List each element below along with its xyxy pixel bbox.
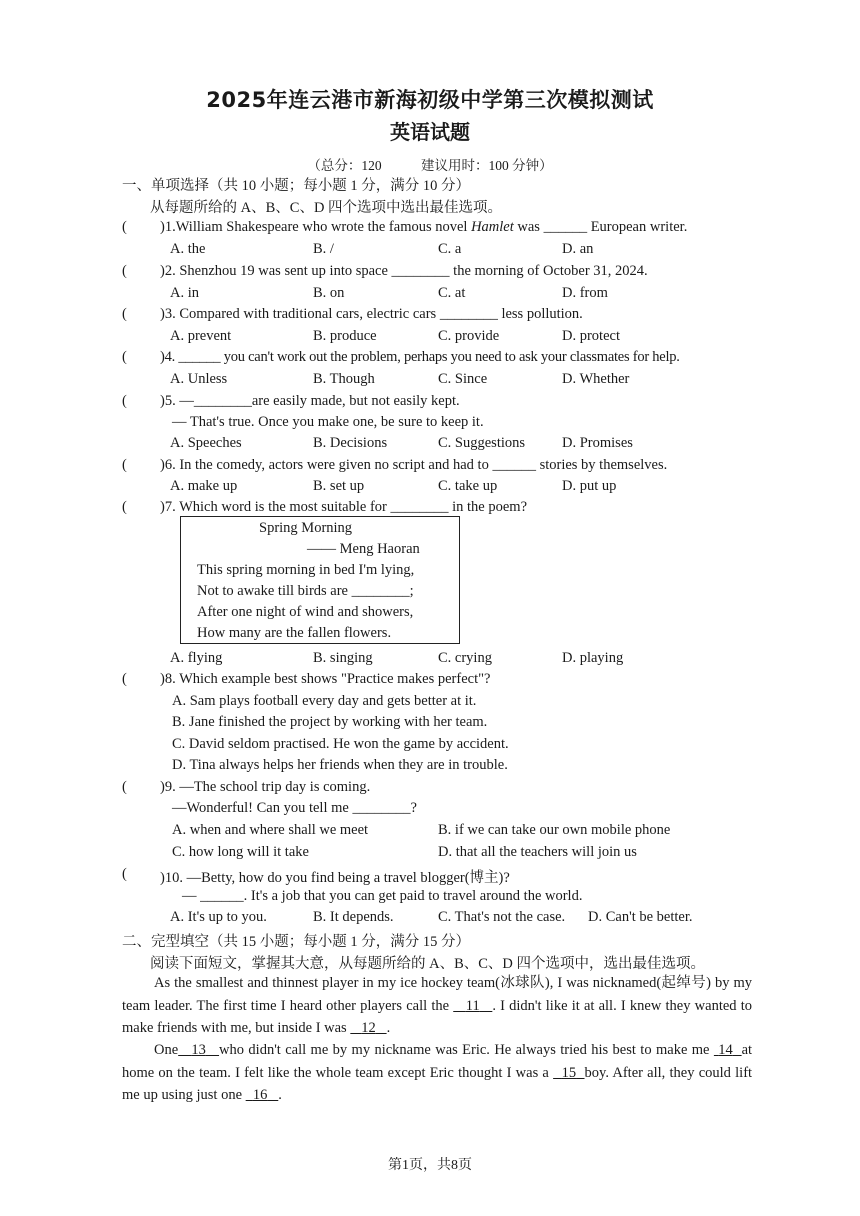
question-stem: )10. —Betty, how do you find being a travel blogger(博主)?: [160, 870, 510, 886]
option-c: C. David seldom practised. He won the game by accident.: [172, 736, 509, 752]
option-d: D. Whether: [562, 371, 630, 387]
question-stem: )4. ______ you can't work out the problem, perhaps you need to ask your classmates for help.: [160, 349, 680, 365]
option-d: D. from: [562, 285, 608, 301]
question-stem: )8. Which example best shows "Practice makes perfect"?: [160, 671, 491, 687]
question-stem: )6. In the comedy, actors were given no script and had to ______ stories by themselves.: [160, 457, 668, 473]
option-a: A. when and where shall we meet: [172, 822, 369, 838]
poem-line: After one night of wind and showers,: [197, 604, 414, 620]
option-a: A. the: [170, 241, 206, 257]
poem-line: Not to awake till birds are ________;: [197, 583, 414, 599]
dialogue-reply: — That's true. Once you make one, be sure to keep it.: [172, 414, 484, 430]
option-b: B. set up: [313, 478, 365, 494]
option-b: B. Though: [313, 371, 375, 387]
option-c: C. at: [438, 285, 466, 301]
poem-line: This spring morning in bed I'm lying,: [197, 562, 415, 578]
option-a: A. Sam plays football every day and gets better at it.: [172, 693, 477, 709]
answer-paren: (: [122, 349, 127, 365]
passage-paragraph-1: As the smallest and thinnest player in my ice hockey team(冰球队), I was nicknamed(起绰号) by my team leader. The first time I heard other players call the 11 . I didn't like it at all. I knew they wanted to make friends with me, but inside I was 12 .: [122, 975, 752, 1036]
option-b: B. /: [313, 241, 334, 257]
novel-title: Hamlet: [471, 219, 514, 235]
blank-16: 16: [252, 1087, 268, 1103]
option-d: D. Promises: [562, 435, 633, 451]
exam-subtitle: 英语试题: [390, 120, 470, 144]
answer-paren: (: [122, 499, 127, 515]
answer-paren: (: [122, 866, 127, 882]
option-d: D. Tina always helps her friends when they are in trouble.: [172, 757, 508, 773]
option-a: A. Speeches: [170, 435, 242, 451]
option-a: A. prevent: [170, 328, 232, 344]
question-stem: )7. Which word is the most suitable for ________ in the poem?: [160, 499, 528, 515]
question-stem: )3. Compared with traditional cars, electric cars ________ less pollution.: [160, 306, 583, 322]
dialogue-reply: —Wonderful! Can you tell me ________?: [172, 800, 417, 816]
passage-paragraph-2: One 13 who didn't call me by my nickname was Eric. He always tried his best to make me 14 at home on the team. I felt like the whole team except Eric thought I was a 15 boy. After all, they could lift me up using just one 16 .: [122, 1042, 753, 1103]
option-b: B. singing: [313, 650, 373, 666]
option-c: C. a: [438, 241, 462, 257]
option-b: B. if we can take our own mobile phone: [438, 822, 671, 838]
answer-paren: (: [122, 219, 127, 235]
option-d: D. that all the teachers will join us: [438, 844, 637, 860]
answer-paren: (: [122, 779, 127, 795]
option-a: A. in: [170, 285, 199, 301]
blank-11: 11: [465, 997, 480, 1014]
section2-heading: 二、完型填空（共 15 小题；每小题 1 分，满分 15 分）: [122, 934, 470, 950]
answer-paren: (: [122, 263, 127, 279]
option-c: C. crying: [438, 650, 492, 666]
blank-13: 13: [191, 1042, 206, 1058]
total-score: （总分：120: [307, 158, 382, 173]
question-stem: )2. Shenzhou 19 was sent up into space ________ the morning of October 31, 2024.: [160, 263, 648, 279]
section1-heading: 一、单项选择（共 10 小题；每小题 1 分，满分 10 分）: [122, 178, 470, 194]
option-d: D. protect: [562, 328, 620, 344]
exam-meta: [0, 154, 860, 174]
option-a: A. make up: [170, 478, 238, 494]
poem-title: Spring Morning: [259, 520, 353, 536]
question-stem: )9. —The school trip day is coming.: [160, 779, 371, 795]
poem-box: [180, 516, 460, 644]
exam-title: 2025年连云港市新海初级中学第三次模拟测试: [206, 88, 654, 112]
blank-14: 14: [718, 1042, 733, 1058]
poem-line: How many are the fallen flowers.: [197, 625, 392, 641]
option-c: C. Suggestions: [438, 435, 526, 451]
answer-paren: (: [122, 671, 127, 687]
option-d: D. playing: [562, 650, 624, 666]
answer-paren: (: [122, 306, 127, 322]
section2-instruction: 阅读下面短文，掌握其大意，从每题所给的 A、B、C、D 四个选项中，选出最佳选项。: [150, 956, 706, 972]
option-d: D. Can't be better.: [588, 909, 693, 925]
option-b: B. on: [313, 285, 345, 301]
option-a: A. It's up to you.: [170, 909, 267, 925]
dialogue-reply: — ______. It's a job that you can get paid to travel around the world.: [182, 888, 583, 904]
poem-author: —— Meng Haoran: [307, 541, 420, 557]
option-b: B. Jane finished the project by working with her team.: [172, 714, 488, 730]
option-a: A. Unless: [170, 371, 228, 387]
page-footer: 第1页，共8页: [388, 1158, 472, 1173]
question-stem: )1.William Shakespeare who wrote the famous novel Hamlet was ______ European writer.: [160, 219, 688, 235]
answer-paren: (: [122, 457, 127, 473]
question-stem: )5. —________are easily made, but not easily kept.: [160, 393, 460, 409]
option-c: C. how long will it take: [172, 844, 309, 860]
option-a: A. flying: [170, 650, 223, 666]
suggested-time: 建议用时：100 分钟）: [421, 158, 553, 173]
option-b: B. Decisions: [313, 435, 388, 451]
blank-15: 15: [561, 1064, 577, 1081]
option-c: C. take up: [438, 478, 498, 494]
option-c: C. Since: [438, 371, 488, 387]
option-d: D. put up: [562, 478, 617, 494]
option-c: C. provide: [438, 328, 500, 344]
option-d: D. an: [562, 241, 594, 257]
blank-12: 12: [361, 1020, 376, 1036]
option-c: C. That's not the case.: [438, 909, 566, 925]
section1-instruction: 从每题所给的 A、B、C、D 四个选项中选出最佳选项。: [150, 200, 503, 216]
option-b: B. produce: [313, 328, 377, 344]
answer-paren: (: [122, 393, 127, 409]
option-b: B. It depends.: [313, 909, 394, 925]
